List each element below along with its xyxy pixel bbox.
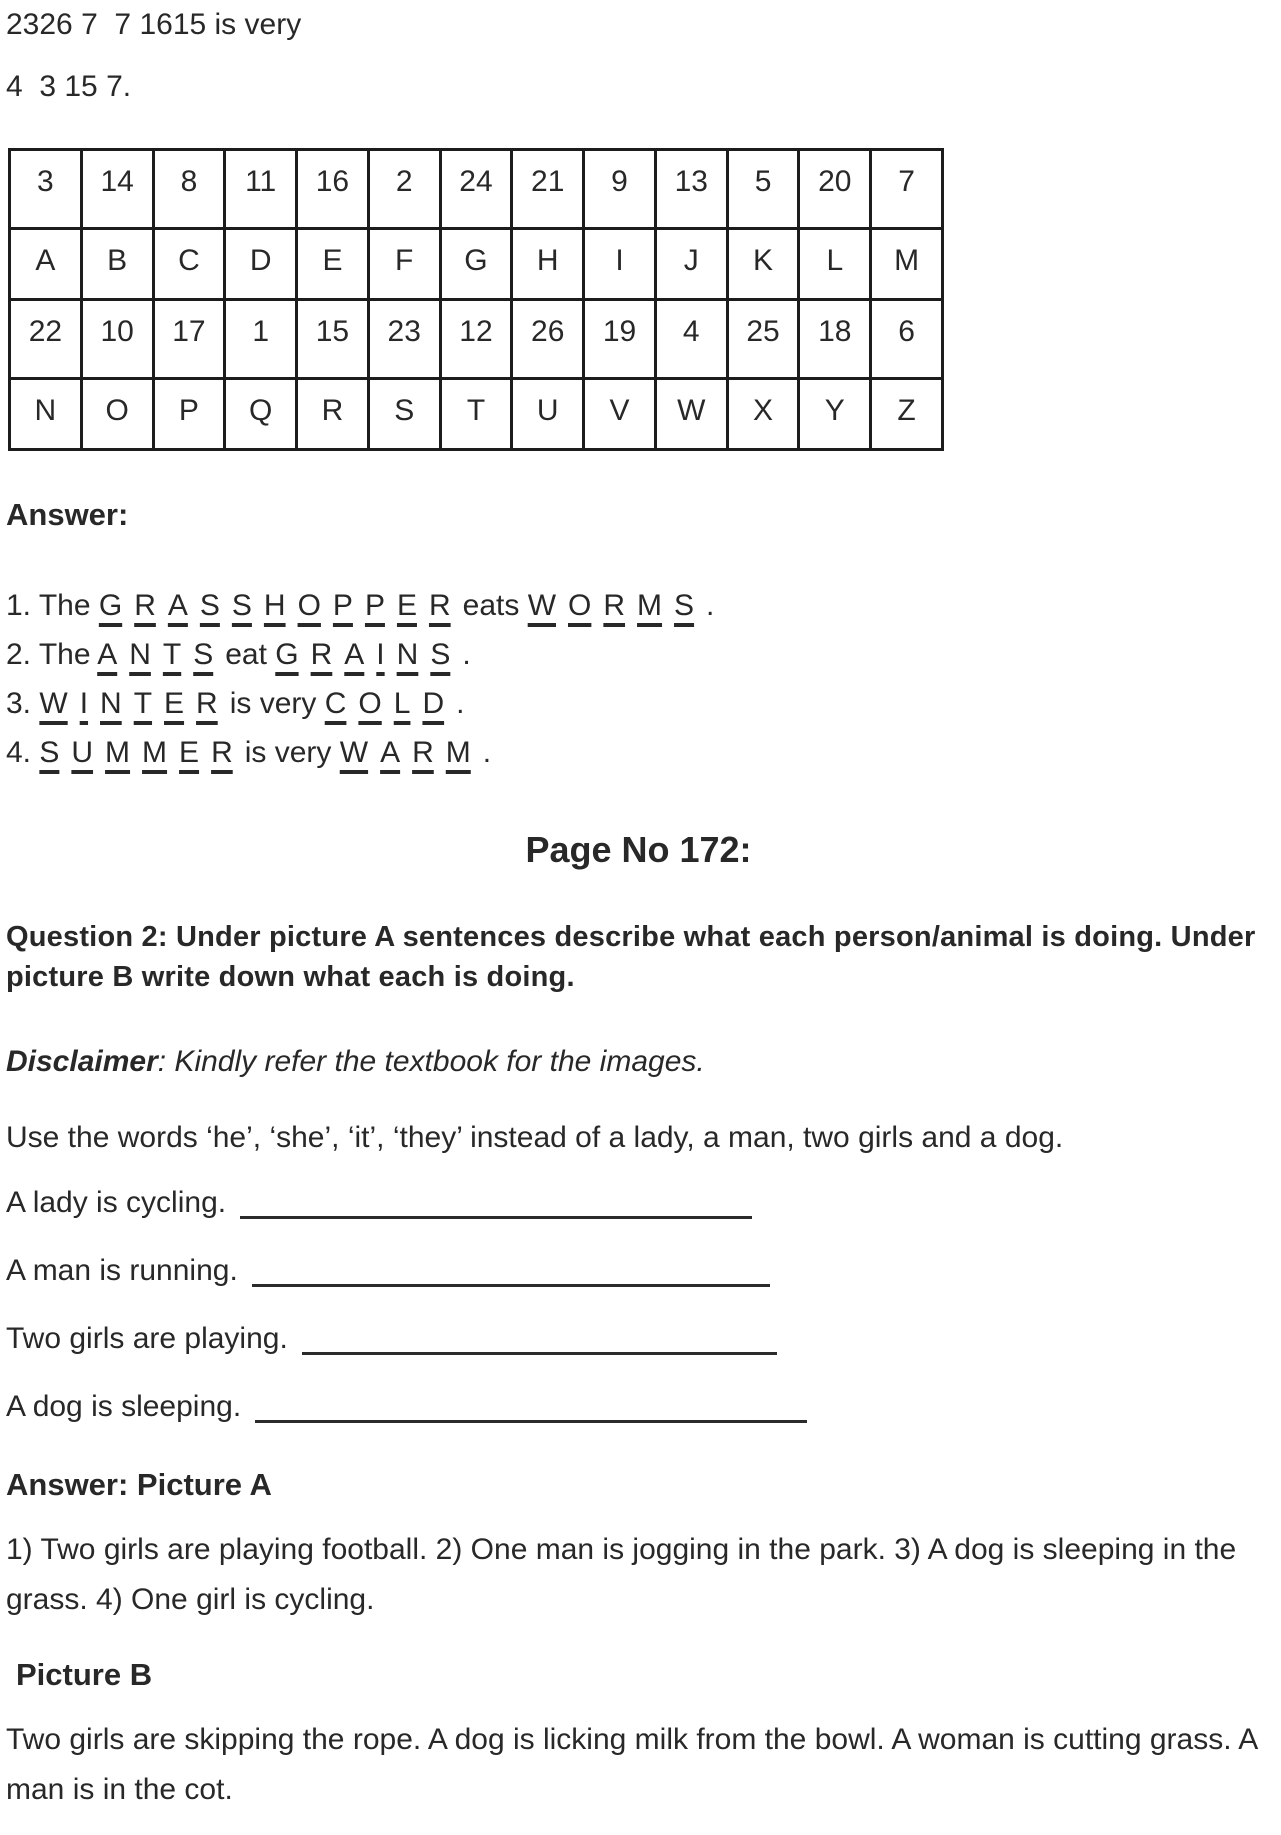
decoded-letter: S	[199, 589, 220, 622]
decoded-line-middle: is very	[229, 687, 325, 720]
decoded-letter: N	[396, 638, 419, 671]
cipher-cell: 23	[368, 300, 440, 379]
decoded-letter: N	[129, 638, 151, 671]
decoded-letter: U	[71, 736, 94, 769]
decoded-line-middle: is very	[244, 736, 340, 769]
decoded-letter: N	[100, 687, 122, 720]
decoded-line-suffix: .	[706, 589, 715, 622]
decoded-letter: M	[637, 589, 663, 622]
fill-in-line	[6, 1387, 1271, 1427]
cipher-letter-row	[10, 229, 943, 300]
cipher-cell: H	[512, 229, 584, 300]
cipher-cell: Q	[225, 379, 297, 450]
picture-b-heading: Picture B	[16, 1657, 153, 1692]
cipher-cell: 6	[871, 300, 943, 379]
cipher-cell: 5	[727, 150, 799, 229]
decoded-letter: H	[263, 589, 286, 622]
disclaimer-label: Disclaimer	[6, 1045, 158, 1078]
fill-in-line	[6, 1251, 1271, 1291]
decoded-letter: M	[142, 736, 168, 769]
cipher-number-row	[10, 300, 943, 379]
decoded-letter: S	[231, 589, 252, 622]
cipher-cell: V	[584, 379, 656, 450]
disclaimer-line	[6, 1045, 1271, 1079]
decoded-letter: R	[428, 589, 451, 622]
cipher-cell: 8	[153, 150, 225, 229]
decoded-answers-list	[6, 581, 1271, 777]
picture-a-answer-text: 1) Two girls are playing football. 2) One man is jogging in the park. 3) A dog is sleeping in the grass. 4) One girl is cycling.	[6, 1533, 1237, 1616]
cipher-cell: D	[225, 229, 297, 300]
cipher-cell: 20	[799, 150, 871, 229]
cipher-cell: M	[871, 229, 943, 300]
fill-in-label: Two girls are playing.	[6, 1322, 288, 1355]
decoded-letter: R	[310, 638, 333, 671]
decoded-line	[6, 581, 1271, 630]
decoded-letter: W	[527, 589, 557, 622]
cipher-cell: 18	[799, 300, 871, 379]
cipher-cell: T	[440, 379, 512, 450]
decoded-letter: P	[332, 589, 353, 622]
decoded-line-prefix: 1. The	[6, 589, 99, 622]
answer-heading: Answer:	[6, 497, 129, 532]
cipher-letter-row	[10, 379, 943, 450]
decoded-letter: A	[344, 638, 365, 671]
page-number-heading: Page No 172:	[525, 829, 752, 870]
decoded-letter: O	[568, 589, 592, 622]
answer-blank-line	[252, 1258, 770, 1287]
cipher-cell: O	[81, 379, 153, 450]
decoded-letter: W	[39, 687, 68, 720]
decoded-line-prefix: 4.	[6, 736, 40, 769]
decoded-letter: O	[358, 687, 382, 720]
decoded-letter: M	[445, 736, 471, 769]
decoded-letter: T	[133, 687, 153, 720]
decoded-letter: T	[162, 638, 182, 671]
decoded-line-prefix: 3.	[6, 687, 40, 720]
cipher-cell: U	[512, 379, 584, 450]
fill-in-label: A lady is cycling.	[6, 1186, 227, 1219]
cipher-cell: 26	[512, 300, 584, 379]
question-text: Question 2: Under picture A sentences describe what each person/animal is doing. Under picture B write down what each is doing.	[6, 921, 1256, 993]
answer-blank-line	[255, 1394, 807, 1423]
decoded-letter: M	[105, 736, 131, 769]
cipher-cell: 13	[655, 150, 727, 229]
decoded-letter: G	[275, 638, 299, 671]
decoded-letter: R	[196, 687, 218, 720]
cipher-cell: 7	[871, 150, 943, 229]
cipher-cell: I	[584, 229, 656, 300]
decoded-letter: R	[412, 736, 434, 769]
decoded-line	[6, 630, 1271, 679]
cipher-cell: 9	[584, 150, 656, 229]
cipher-cell: X	[727, 379, 799, 450]
answer-blank-line	[302, 1326, 777, 1355]
decoded-line-suffix: .	[462, 638, 471, 671]
decoded-letter: I	[376, 638, 385, 671]
instruction-text: Use the words ‘he’, ‘she’, ‘it’, ‘they’ instead of a lady, a man, two girls and a dog.	[6, 1121, 1064, 1154]
cipher-cell: N	[10, 379, 82, 450]
cipher-cell: 17	[153, 300, 225, 379]
cipher-cell: G	[440, 229, 512, 300]
cipher-cell: 21	[512, 150, 584, 229]
cipher-cell: F	[368, 229, 440, 300]
decoded-letter: R	[603, 589, 626, 622]
cipher-cell: B	[81, 229, 153, 300]
decoded-letter: W	[339, 736, 369, 769]
picture-b-answer-text: Two girls are skipping the rope. A dog is licking milk from the bowl. A woman is cutting grass. A man is in the cot.	[6, 1723, 1257, 1806]
cipher-key-table	[8, 148, 944, 451]
cipher-cell: J	[655, 229, 727, 300]
cipher-code-line-2: 4 3 15 7.	[6, 70, 132, 103]
answer-blank-line	[240, 1190, 752, 1219]
decoded-letter: L	[393, 687, 411, 720]
decoded-letter: S	[193, 638, 214, 671]
decoded-line-middle: eat	[225, 638, 276, 671]
cipher-cell: S	[368, 379, 440, 450]
decoded-letter: R	[211, 736, 233, 769]
decoded-letter: A	[97, 638, 118, 671]
cipher-cell: E	[297, 229, 369, 300]
decoded-letter: A	[167, 589, 188, 622]
cipher-cell: 2	[368, 150, 440, 229]
cipher-cell: L	[799, 229, 871, 300]
decoded-letter: S	[430, 638, 451, 671]
answer-picture-a-heading: Answer: Picture A	[6, 1467, 272, 1502]
cipher-cell: R	[297, 379, 369, 450]
cipher-cell: 12	[440, 300, 512, 379]
cipher-cell: 14	[81, 150, 153, 229]
cipher-cell: 3	[10, 150, 82, 229]
decoded-letter: I	[79, 687, 89, 720]
decoded-line	[6, 728, 1271, 777]
decoded-letter: S	[674, 589, 695, 622]
decoded-line-prefix: 2. The	[6, 638, 98, 671]
decoded-line	[6, 679, 1271, 728]
cipher-cell: C	[153, 229, 225, 300]
cipher-key-table-body	[10, 150, 943, 450]
fill-in-label: A man is running.	[6, 1254, 238, 1287]
cipher-cell: 25	[727, 300, 799, 379]
cipher-cell: W	[655, 379, 727, 450]
cipher-cell: P	[153, 379, 225, 450]
decoded-letter: O	[297, 589, 321, 622]
decoded-letter: G	[98, 589, 123, 622]
decoded-letter: A	[380, 736, 401, 769]
disclaimer-text: : Kindly refer the textbook for the images.	[157, 1045, 705, 1078]
fill-in-label: A dog is sleeping.	[6, 1390, 242, 1423]
cipher-cell: Y	[799, 379, 871, 450]
cipher-cell: 11	[225, 150, 297, 229]
cipher-cell: 24	[440, 150, 512, 229]
decoded-letter: S	[39, 736, 60, 769]
cipher-cell: Z	[871, 379, 943, 450]
cipher-code-line-1: 2326 7 7 1615 is very	[6, 8, 302, 41]
decoded-letter: E	[396, 589, 417, 622]
decoded-letter: R	[134, 589, 156, 622]
cipher-cell: 4	[655, 300, 727, 379]
decoded-line-suffix: .	[482, 736, 492, 769]
cipher-number-row	[10, 150, 943, 229]
decoded-letter: E	[179, 736, 200, 769]
cipher-cell: K	[727, 229, 799, 300]
cipher-cell: 15	[297, 300, 369, 379]
cipher-cell: 10	[81, 300, 153, 379]
decoded-letter: E	[164, 687, 185, 720]
cipher-cell: A	[10, 229, 82, 300]
decoded-letter: P	[364, 589, 385, 622]
cipher-cell: 22	[10, 300, 82, 379]
fill-in-line	[6, 1183, 1271, 1223]
cipher-cell: 1	[225, 300, 297, 379]
cipher-cell: 16	[297, 150, 369, 229]
fill-in-list	[6, 1183, 1271, 1427]
decoded-line-middle: eats	[462, 589, 528, 622]
decoded-letter: C	[324, 687, 347, 720]
decoded-letter: D	[422, 687, 445, 720]
cipher-cell: 19	[584, 300, 656, 379]
fill-in-line	[6, 1319, 1271, 1359]
decoded-line-suffix: .	[456, 687, 465, 720]
